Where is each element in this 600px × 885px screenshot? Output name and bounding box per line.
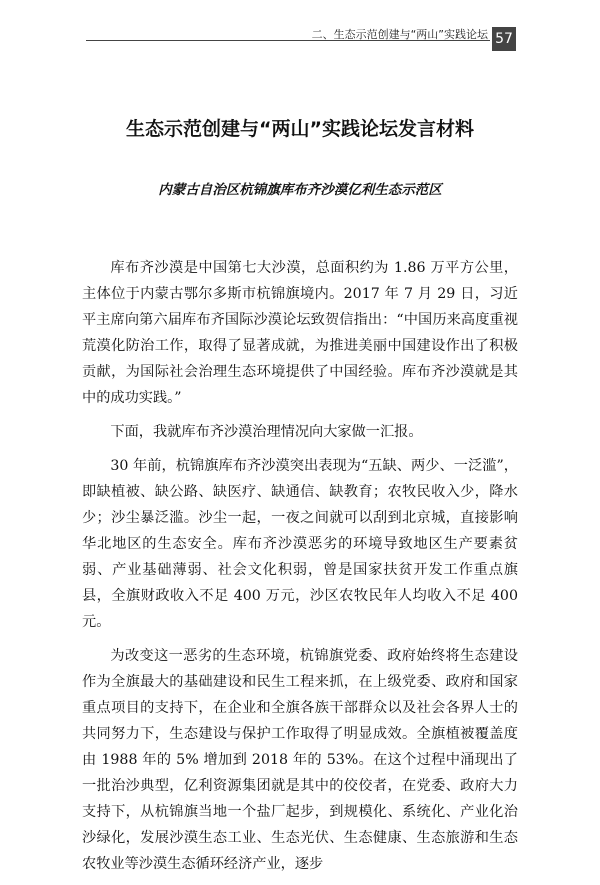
article-title: 生态示范创建与“两山”实践论坛发言材料: [126, 118, 474, 140]
paragraph: 库布齐沙漠是中国第七大沙漠，总面积约为 1.86 万平方公里，主体位于内蒙古鄂尔多斯市杭锦旗境内。2017 年 7 月 29 日，习近平主席向第六届库布齐国际沙漠论坛致贺信指出：“中国历来高度重视荒漠化防治工作，取得了显著成就，为推进美丽中国建设作出了积极贡献，为国际社会治理生态环境提供了中国经验。库布齐沙漠就是其中的成功实践。”: [82, 260, 518, 406]
article-subtitle: 内蒙古自治区杭锦旗库布齐沙漠亿利生态示范区: [158, 182, 442, 198]
article-body: [82, 255, 518, 885]
paragraph: 为改变这一恶劣的生态环境，杭锦旗党委、政府始终将生态建设作为全旗最大的基础建设和民生工程来抓，在上级党委、政府和国家重点项目的支持下，在企业和全旗各族干部群众以及社会各界人士的共同努力下，生态建设与保护工作取得了明显成效。全旗植被覆盖度由 1988 年的 5% 增加到 2018 年的 53%。在这个过程中涌现出了一批治沙典型，亿利资源集团就是其中的佼佼者，在党委、政府大力支持下，从杭锦旗当地一个盐厂起步，到规模化、系统化、产业化治沙绿化，发展沙漠生态工业、生态光伏、生态健康、生态旅游和生态农牧业等沙漠生态循环经济产业，逐步: [82, 648, 518, 872]
paragraph: 下面，我就库布齐沙漠治理情况向大家做一汇报。: [110, 424, 423, 440]
page-number: 57: [492, 27, 516, 51]
running-header: 二、生态示范创建与“两山”实践论坛: [311, 28, 488, 41]
paragraph: 30 年前，杭锦旗库布齐沙漠突出表现为“五缺、两少、一泛滥”，即缺植被、缺公路、缺医疗、缺通信、缺教育；农牧民收入少，降水少；沙尘暴泛滥。沙尘一起，一夜之间就可以刮到北京城，直接影响华北地区的生态安全。库布齐沙漠恶劣的环境导致地区生产要素贫弱、产业基础薄弱、社会文化积弱，曾是国家扶贫开发工作重点旗县，全旗财政收入不足 400 万元，沙区农牧民年人均收入不足 400 元。: [82, 458, 518, 630]
